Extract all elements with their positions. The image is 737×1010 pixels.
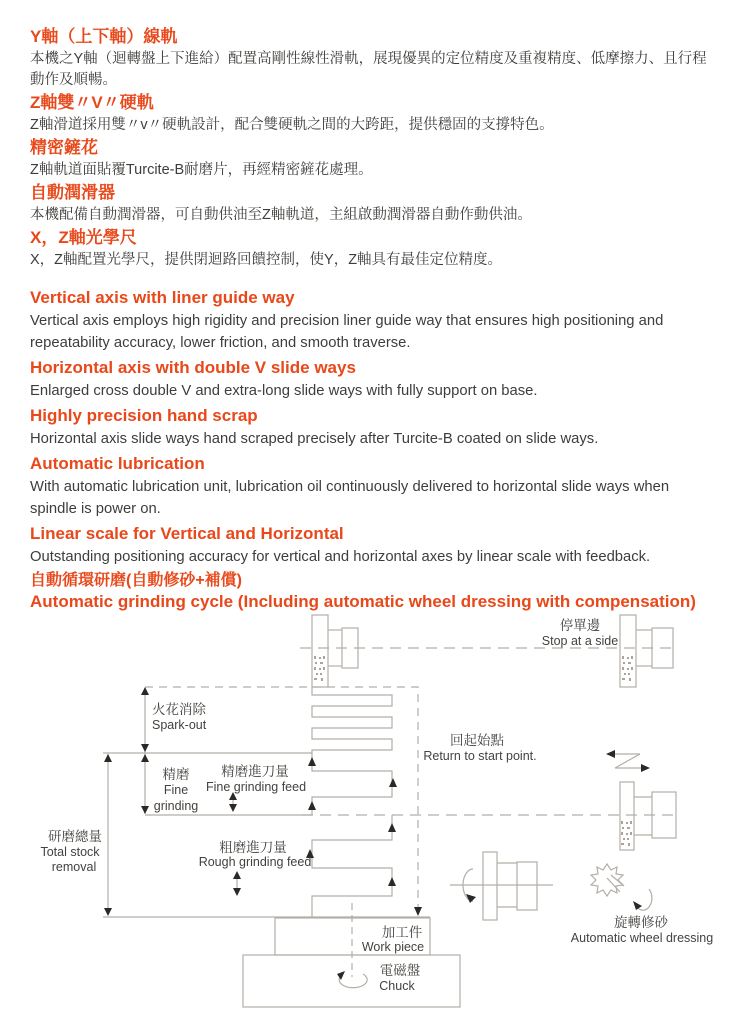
en-body-2: Enlarged cross double V and extra-long slide ways with fully support on base.: [30, 383, 538, 399]
en-heading-2: Horizontal axis with double V slide ways: [30, 358, 356, 377]
label-chuck-en: Chuck: [379, 979, 415, 993]
en-body-5: Outstanding positioning accuracy for vertical and horizontal axes by linear scale with feedback.: [30, 549, 651, 565]
dresser-icon: [591, 864, 652, 910]
en-body-4: With automatic lubrication unit, lubrication oil continuously delivered to horizontal slide ways when spindle is power on.: [30, 479, 670, 517]
label-sparkout-en: Spark-out: [152, 718, 207, 732]
traverse-serpentine-lower: [312, 815, 392, 917]
chuck-box: [243, 955, 460, 1007]
en-body-3: Horizontal axis slide ways hand scraped precisely after Turcite-B coated on slide ways.: [30, 431, 599, 447]
zh-body-5: X，Z軸配置光學尺，提供閉迴路回饋控制，使Y，Z軸具有最佳定位精度。: [30, 252, 503, 268]
label-stop-zh: 停單邊: [559, 618, 601, 633]
zh-heading-3: 精密鏟花: [30, 138, 98, 157]
grinding-cycle-diagram: [0, 610, 737, 1010]
label-rough-feed-zh: 粗磨進刀量: [219, 840, 287, 855]
wheel-face-marks-left: [314, 656, 325, 681]
diagram-labels: [40, 617, 713, 993]
en-heading-1: Vertical axis with liner guide way: [30, 288, 295, 307]
en-heading-4: Automatic lubrication: [30, 454, 205, 473]
traverse-direction-icon: [614, 754, 644, 768]
label-stop-en: Stop at a side: [541, 634, 619, 648]
label-total-en2: removal: [51, 860, 97, 874]
label-sparkout-zh: 火花消除: [152, 702, 206, 717]
label-fine-feed-zh: 精磨進刀量: [221, 764, 289, 779]
wheel-front-left: [312, 615, 358, 687]
label-fine-en2: grinding: [153, 799, 199, 813]
wheel-face-marks-right: [622, 656, 633, 681]
zh-heading-2: Z軸雙〃V〃硬軌: [30, 93, 154, 112]
zh-body-1: 本機之Y軸（迴轉盤上下進給）配置高剛性線性滑軌，展現優異的定位精度及重複精度、低摩擦力、且行程動作及順暢。: [30, 51, 707, 88]
zh-heading-1: Y軸（上下軸）線軌: [30, 27, 178, 46]
en-body-1: Vertical axis employs high rigidity and precision liner guide way that ensures high positioning and repeatability accuracy, lower friction, and smooth traverse.: [30, 313, 664, 351]
chuck-rotation-arrow: [339, 974, 367, 988]
label-workpiece-en: Work piece: [361, 940, 425, 954]
label-dressing-zh: 旋轉修砂: [614, 915, 668, 930]
wheel-front-right: [620, 615, 673, 687]
label-total-zh: 研磨總量: [48, 829, 102, 844]
zh-body-2: Z軸滑道採用雙〃v〃硬軌設計，配合雙硬軌之間的大跨距，提供穩固的支撐特色。: [30, 117, 554, 133]
label-return-zh: 回起始點: [450, 733, 504, 748]
zh-heading-5: X，Z軸光學尺: [30, 228, 137, 247]
label-return-en: Return to start point.: [423, 749, 537, 763]
wheel-side-view: [450, 852, 553, 920]
wheel-face-marks-mid: [621, 821, 632, 846]
label-total-en1: Total stock: [40, 845, 100, 859]
label-dressing-en: Automatic wheel dressing: [570, 931, 714, 945]
cycle-title-zh: 自動循環研磨(自動修砂+補償): [30, 572, 243, 589]
en-heading-5: Linear scale for Vertical and Horizontal: [30, 524, 344, 543]
label-fine-en1: Fine: [163, 783, 189, 797]
en-heading-3: Highly precision hand scrap: [30, 406, 258, 425]
english-feature-block: [30, 287, 708, 568]
traverse-serpentine-upper: [312, 687, 392, 815]
cycle-title-en: Automatic grinding cycle (Including automatic wheel dressing with compensation): [30, 592, 696, 611]
zh-heading-4: 自動潤滑器: [30, 183, 115, 202]
label-fine-feed-en: Fine grinding feed: [205, 780, 307, 794]
label-rough-feed-en: Rough grinding feed: [198, 855, 312, 869]
label-fine-zh: 精磨: [162, 767, 190, 782]
zh-body-4: 本機配備自動潤滑器，可自動供油至Z軸軌道，主組啟動潤滑器自動作動供油。: [30, 207, 532, 223]
label-chuck-zh: 電磁盤: [379, 963, 421, 978]
label-workpiece-zh: 加工件: [381, 925, 423, 940]
zh-body-3: Z軸軌道面貼覆Turcite-B耐磨片，再經精密鏟花處理。: [30, 162, 373, 178]
feature-text-column: [30, 27, 708, 612]
